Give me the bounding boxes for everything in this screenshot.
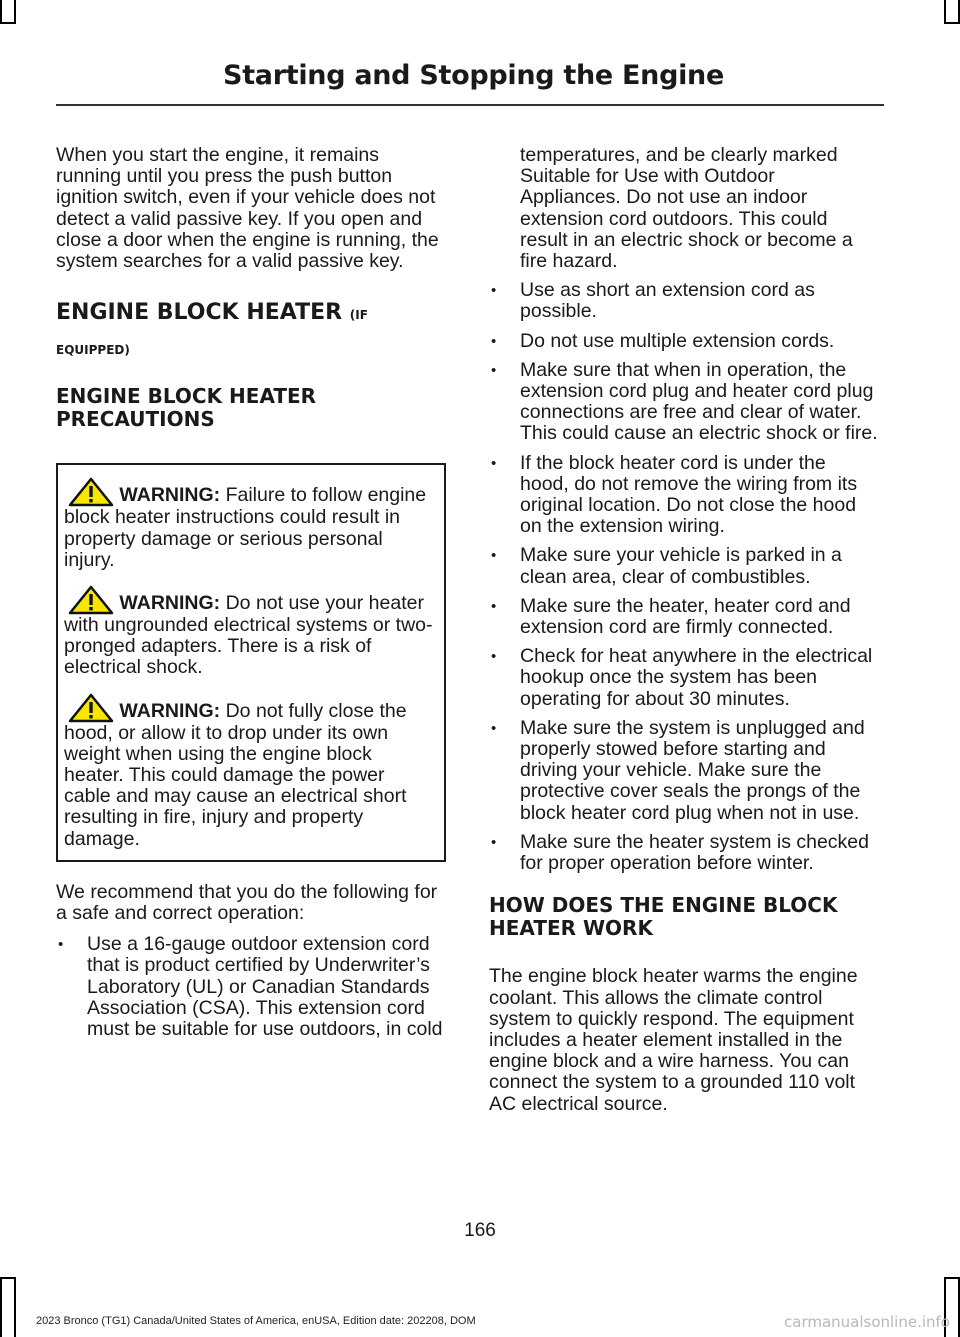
crop-mark <box>14 1277 16 1337</box>
list-item: • Use a 16-gauge outdoor extension cord that is product certified by Underwriter’s Laboratory (UL) or Canadian Standards Association (CSA). This extension cord must be suitable for use outdoors, in cold <box>56 934 446 1040</box>
crop-mark <box>14 0 16 24</box>
warning-item <box>64 477 436 571</box>
crop-mark <box>0 1277 2 1337</box>
warning-label: WARNING: <box>119 699 221 722</box>
watermark: carmanualsonline.info <box>784 1313 950 1331</box>
left-column <box>56 145 446 1048</box>
recommend-paragraph: We recommend that you do the following for a safe and correct operation: <box>56 880 438 925</box>
list-item: • Make sure the heater, heater cord and extension cord are firmly connected. <box>489 596 879 638</box>
warning-triangle-icon <box>68 585 114 615</box>
list-item: • Use as short an extension cord as possible. <box>489 280 879 322</box>
section-heading <box>56 300 446 328</box>
list-item: • Do not use multiple extension cords. <box>489 331 879 352</box>
crop-mark <box>0 0 2 24</box>
section-qualifier-continued: EQUIPPED) <box>56 343 130 358</box>
intro-paragraph: When you start the engine, it remains running until you press the push button ignition switch, even if your vehicle does not detect a valid passive key. If you open and close a door when the engine is running, the system searches for a valid passive key. <box>56 144 439 273</box>
warning-triangle-icon <box>68 477 114 507</box>
list-item-continuation: temperatures, and be clearly marked Suitable for Use with Outdoor Appliances. Do not use an indoor extension cord outdoors. This could result in an electric shock or become a fire hazard. <box>520 144 853 273</box>
list-item: • Make sure the heater system is checked for proper operation before winter. <box>489 832 879 874</box>
how-it-works-heading: HOW DOES THE ENGINE BLOCK HEATER WORK <box>489 893 838 941</box>
warning-triangle-icon <box>68 693 114 723</box>
how-it-works-paragraph: The engine block heater warms the engine coolant. This allows the climate control system to quickly respond. The equipment includes a heater element installed in the engine block and a wire harness. You can connect the system to a grounded 110 volt AC electrical source. <box>489 965 858 1115</box>
list-item: • Check for heat anywhere in the electrical hookup once the system has been operating for about 30 minutes. <box>489 646 879 710</box>
warning-item <box>64 693 436 850</box>
warning-item <box>64 585 436 679</box>
crop-mark <box>0 1277 16 1279</box>
warning-text: Do not fully close the hood, or allow it to drop under its own weight when using the engine block heater. This could damage the power cable and may cause an electrical short resulting in fire, injury and property damage. <box>64 699 407 850</box>
crop-mark <box>0 22 16 24</box>
list-item: • Make sure that when in operation, the extension cord plug and heater cord plug connections are free and clear of water. This could cause an electric shock or fire. <box>489 360 879 445</box>
warning-text: Do not use your heater with ungrounded electrical systems or two-pronged adapters. There is a risk of electrical shock. <box>64 592 433 679</box>
precautions-heading: ENGINE BLOCK HEATER PRECAUTIONS <box>56 384 317 432</box>
edition-footer: 2023 Bronco (TG1) Canada/United States of America, enUSA, Edition date: 202208, DOM <box>36 1315 476 1327</box>
precautions-list-continued <box>489 280 879 874</box>
warning-text: Failure to follow engine block heater instructions could result in property damage or serious personal injury. <box>64 484 427 571</box>
section-qualifier: (IF <box>349 308 368 323</box>
header-divider <box>56 104 884 106</box>
warning-label: WARNING: <box>119 592 221 615</box>
page-title: Starting and Stopping the Engine <box>223 60 724 91</box>
right-column <box>489 145 879 1143</box>
warning-label: WARNING: <box>119 484 221 507</box>
crop-mark <box>944 22 960 24</box>
precautions-list <box>56 934 446 1040</box>
warning-box <box>56 463 446 861</box>
section-heading-text: ENGINE BLOCK HEATER <box>56 300 343 326</box>
page-number: 166 <box>464 1220 496 1241</box>
crop-mark <box>944 0 946 24</box>
list-item: • If the block heater cord is under the hood, do not remove the wiring from its original location. Do not close the hood on the extension wiring. <box>489 453 879 538</box>
crop-mark <box>944 1277 960 1279</box>
list-item: • Make sure your vehicle is parked in a clean area, clear of combustibles. <box>489 545 879 587</box>
list-item: • Make sure the system is unplugged and properly stowed before starting and driving your vehicle. Make sure the protective cover seals the prongs of the block heater cord plug when not in use. <box>489 718 879 824</box>
